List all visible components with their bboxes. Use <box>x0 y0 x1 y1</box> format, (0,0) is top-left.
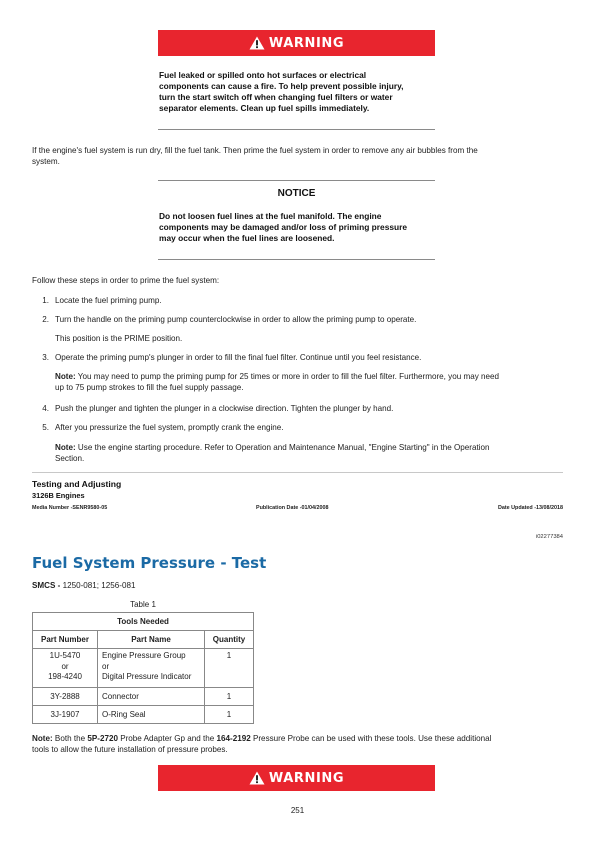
step-number: 1. <box>42 296 49 305</box>
warning-line: components can cause a fire. To help prevent possible injury, <box>159 81 404 91</box>
divider <box>158 180 435 181</box>
table-row <box>33 705 254 723</box>
tools-table <box>32 612 254 724</box>
divider <box>158 259 435 260</box>
notice-title: NOTICE <box>277 188 316 199</box>
warning-label: WARNING <box>268 770 345 786</box>
warning-banner <box>158 30 435 56</box>
warning-label: WARNING <box>268 35 345 51</box>
intro-paragraph: If the engine's fuel system is run dry, fill the fuel tank. Then prime the fuel system in order to remove any air bubbles from the system. <box>32 146 478 166</box>
step-text: After you pressurize the fuel system, promptly crank the engine. <box>55 423 284 432</box>
column-header: Part Name <box>98 631 205 649</box>
warning-banner <box>158 765 435 791</box>
step-subtext: This position is the PRIME position. <box>55 334 183 343</box>
table-header-row <box>33 631 254 649</box>
step-number: 2. <box>42 315 49 324</box>
step-text: Push the plunger and tighten the plunger in a clockwise direction. Tighten the plunger by hand. <box>55 404 394 413</box>
step-text: Locate the fuel priming pump. <box>55 296 162 305</box>
column-header: Quantity <box>205 631 254 649</box>
warning-text <box>159 70 449 114</box>
steps-intro: Follow these steps in order to prime the fuel system: <box>32 276 220 285</box>
warning-line: turn the start switch off when changing fuel filters or water <box>159 92 393 102</box>
table-cell: 1 <box>205 687 254 705</box>
table-row <box>33 687 254 705</box>
document-id: i02277384 <box>535 534 563 540</box>
note: Note: Use the engine starting procedure. Refer to Operation and Maintenance Manual, "Engine Starting" in the Operation Section. <box>55 443 490 463</box>
table-cell: 1 <box>205 705 254 723</box>
divider <box>32 472 563 473</box>
table-row <box>33 649 254 688</box>
table-cell: Engine Pressure Group or Digital Pressure Indicator <box>98 649 205 688</box>
table-heading: Tools Needed <box>33 613 254 631</box>
table-title-row <box>33 613 254 631</box>
doc-title: Testing and Adjusting <box>32 479 122 489</box>
step-text: Operate the priming pump's plunger in order to fill the final fuel filter. Continue until you feel resistance. <box>55 353 422 362</box>
warning-triangle-icon <box>249 36 265 50</box>
step-number: 3. <box>42 353 49 362</box>
step-number: 5. <box>42 423 49 432</box>
step-number: 4. <box>42 404 49 413</box>
note: Note: You may need to pump the priming pump for 25 times or more in order to fill the fuel filter. Furthermore, you may need up to 75 pump strokes to fill the fuel supply passage. <box>55 372 500 392</box>
section-title: Fuel System Pressure - Test <box>32 554 267 572</box>
warning-triangle-icon <box>249 771 265 785</box>
smcs-codes: SMCS - 1250-081; 1256-081 <box>32 581 136 590</box>
notice-text: Do not loosen fuel lines at the fuel manifold. The engine components may be damaged and/or loss of priming pressure may occur when the fuel lines are loosened. <box>159 211 408 243</box>
warning-line: Fuel leaked or spilled onto hot surfaces or electrical <box>159 70 367 80</box>
divider <box>158 129 435 130</box>
table-caption: Table 1 <box>130 600 156 609</box>
step-text: Turn the handle on the priming pump counterclockwise in order to allow the priming pump to operate. <box>55 315 417 324</box>
doc-subtitle: 3126B Engines <box>32 491 85 500</box>
warning-line: separator elements. Clean up fuel spills immediately. <box>159 103 370 113</box>
table-cell: 3Y-2888 <box>33 687 98 705</box>
column-header: Part Number <box>33 631 98 649</box>
date-updated: Date Updated -13/08/2018 <box>497 505 563 511</box>
note: Note: Both the 5P-2720 Probe Adapter Gp and the 164-2192 Pressure Probe can be used with these tools. Use these additional tools to allow the future installation of pressure probes. <box>32 734 492 754</box>
table-cell: 1 <box>205 649 254 688</box>
table-cell: Connector <box>98 687 205 705</box>
table-cell: 1U-5470 or 198-4240 <box>33 649 98 688</box>
table-cell: 3J-1907 <box>33 705 98 723</box>
media-number: Media Number -SENR9580-05 <box>32 505 108 511</box>
publication-date: Publication Date -01/04/2008 <box>256 505 329 511</box>
table-cell: O-Ring Seal <box>98 705 205 723</box>
page-number: 251 <box>290 806 305 815</box>
